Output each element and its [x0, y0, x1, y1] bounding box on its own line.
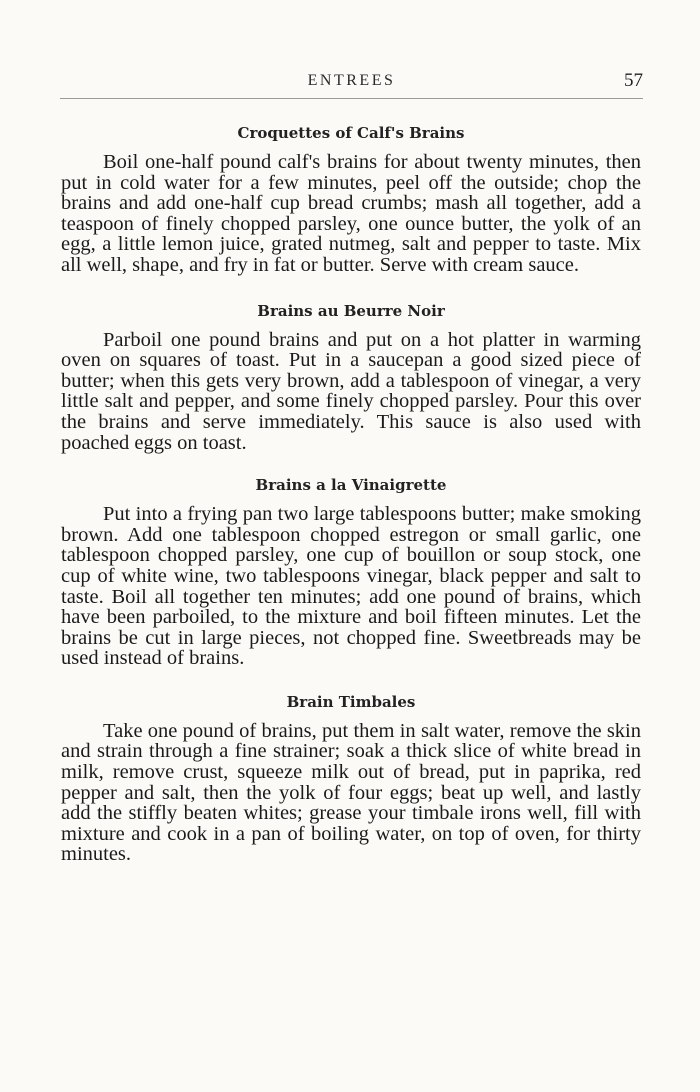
header-divider	[60, 98, 643, 99]
section-title: ENTREES	[307, 72, 396, 89]
recipe-title: Croquettes of Calf's Brains	[237, 124, 465, 142]
recipe-title: Brain Timbales	[286, 692, 416, 711]
recipe-title: Brains au Beurre Noir	[257, 301, 445, 320]
recipe-body: Put into a frying pan two large tablespoons butter; make smoking brown. Add one tablespoon chopped estregon or small garlic, one tablespoon chopped parsley, one cup of bouillon or soup stock, one cup of white wine, two tablespoons vinegar, black pepper and salt to taste. Boil all together ten minutes; add one pound of brains, which have been parboiled, to the mixture and boil fifteen minutes. Let the brains be cut in large pieces, not chopped fine. Sweetbreads may be used instead of brains.	[61, 503, 641, 670]
recipe-body: Boil one-half pound calf's brains for about twenty minutes, then put in cold water for a few minutes, peel off the outside; chop the brains and add one-half cup bread crumbs; mash all together, add a teaspoon of finely chopped parsley, one ounce butter, the yolk of an egg, a little lemon juice, grated nutmeg, salt and pepper to taste. Mix all well, shape, and fry in fat or butter. Serve with cream sauce.	[61, 151, 641, 276]
page-number: 57	[624, 70, 643, 91]
recipe-brains-a-la-vinaigrette	[61, 470, 641, 669]
page-content	[61, 118, 641, 865]
recipe-brain-timbales	[61, 687, 641, 865]
recipe-body: Take one pound of brains, put them in salt water, remove the skin and strain through a fine strainer; soak a thick slice of white bread in milk, remove crust, squeeze milk out of bread, put in paprika, red pepper and salt, then the yolk of four eggs; beat up well, and lastly add the stiffly beaten whites; grease your timbale irons well, fill with mixture and cook in a pan of boiling water, on top of oven, for thirty minutes.	[61, 719, 641, 866]
recipe-body: Parboil one pound brains and put on a hot platter in warming oven on squares of toast. Put in a saucepan a good sized piece of butter; when this gets very brown, add a tablespoon of vinegar, a very little salt and pepper, and some finely chopped parsley. Pour this over the brains and serve immediately. This sauce is also used with poached eggs on toast.	[61, 328, 641, 454]
recipe-title: Brains a la Vinaigrette	[255, 476, 447, 495]
recipe-croquettes-of-calfs-brains	[61, 118, 641, 276]
recipe-brains-au-beurre-noir	[61, 296, 641, 454]
